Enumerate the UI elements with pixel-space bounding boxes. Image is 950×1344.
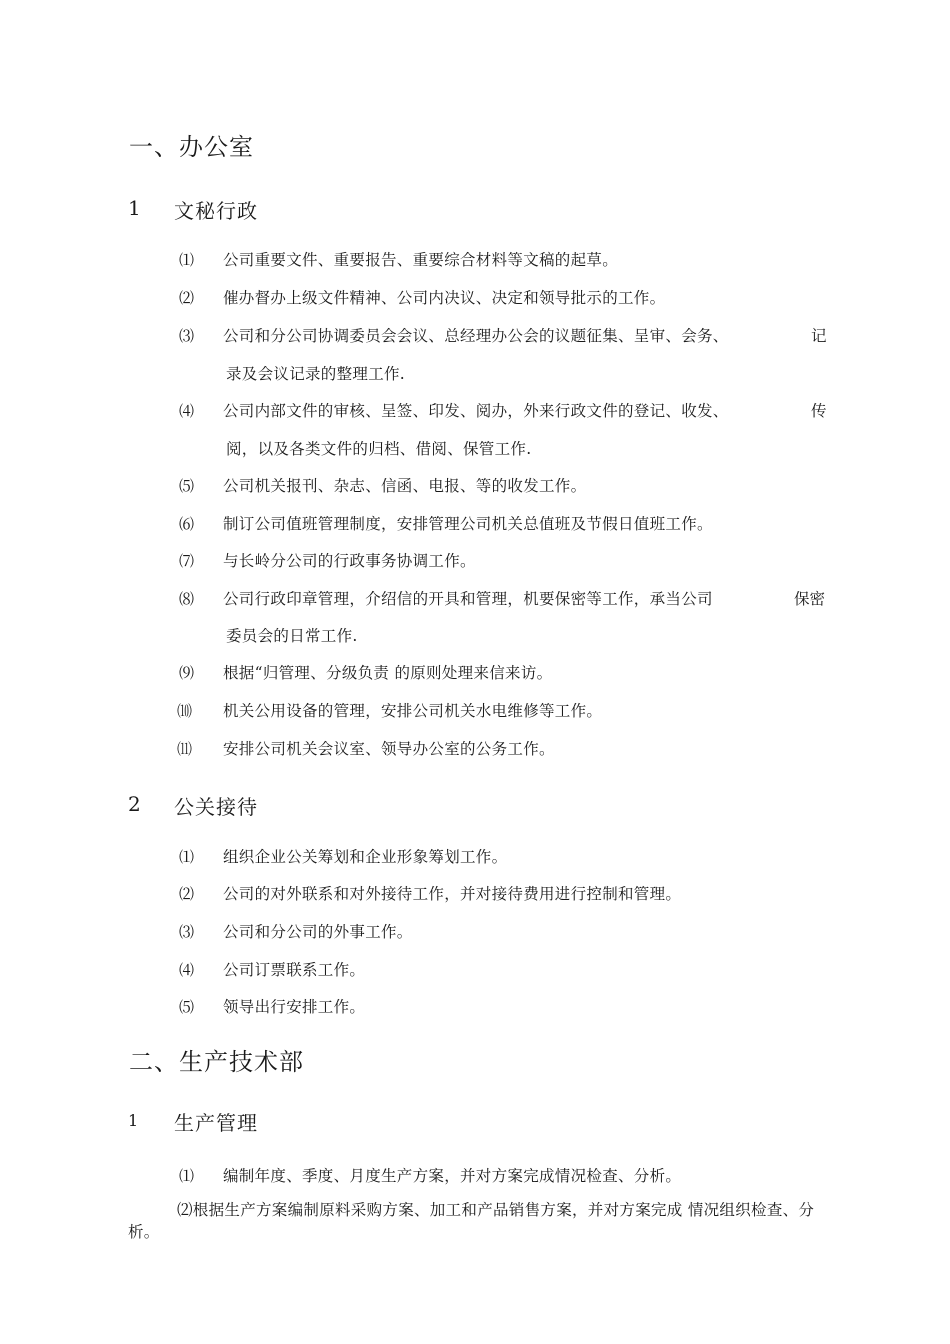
list-item-text-continuation: 委员会的日常工作.: [226, 627, 358, 645]
list-item-text: 组织企业公关筹划和企业形象筹划工作。: [223, 848, 508, 866]
list-item-text: 公司的对外联系和对外接待工作，并对接待费用进行控制和管理。: [223, 885, 682, 903]
list-item-text-tail: 保密: [794, 590, 826, 608]
list-item-number: ⑴: [179, 1167, 195, 1185]
list-item-text: 公司订票联系工作。: [223, 961, 366, 979]
list-item-text: 安排公司机关会议室、领导办公室的公务工作。: [223, 740, 555, 758]
subsection-number: 1: [128, 196, 141, 220]
list-item-text-continuation: 阅，以及各类文件的归档、借阅、保管工作.: [226, 440, 532, 458]
list-item-text: 公司重要文件、重要报告、重要综合材料等文稿的起草。: [223, 251, 619, 269]
list-item-text: 公司行政印章管理，介绍信的开具和管理，机要保密等工作，承当公司: [223, 590, 713, 608]
list-item-text-tail: 传: [811, 402, 827, 420]
list-item-number: ⑽: [177, 702, 193, 720]
list-item-number: ⑷: [179, 402, 195, 420]
subsection-title-secretarial: 文秘行政: [174, 199, 258, 223]
subsection-number: 1: [128, 1111, 139, 1130]
section-heading-production-tech: 二、生产技术部: [129, 1048, 304, 1076]
list-item-number: ⑻: [179, 590, 195, 608]
section-heading-office: 一、办公室: [129, 133, 254, 161]
subsection-title-production-management: 生产管理: [174, 1111, 258, 1135]
subsection-number: 2: [128, 792, 141, 816]
list-item-number: ⑵: [179, 289, 195, 307]
list-item-text: 制订公司值班管理制度，安排管理公司机关总值班及节假日值班工作。: [223, 515, 713, 533]
list-item-text: 公司内部文件的审核、呈签、印发、阅办，外来行政文件的登记、收发、: [223, 402, 729, 420]
list-item-text: 编制年度、季度、月度生产方案，并对方案完成情况检查、分析。: [223, 1167, 682, 1185]
paragraph-text: ⑵根据生产方案编制原料采购方案、加工和产品销售方案，并对方案完成 情况组织检查、分析。: [128, 1201, 815, 1241]
list-item-text: 公司和分公司协调委员会会议、总经理办公会的议题征集、呈审、会务、: [223, 327, 729, 345]
list-item-text: 与长岭分公司的行政事务协调工作。: [223, 552, 476, 570]
list-item-number: ⑵: [179, 885, 195, 903]
list-item-number: ⑶: [179, 923, 195, 941]
subsection-title-public-relations: 公关接待: [174, 795, 258, 819]
list-item-number: ⑾: [177, 740, 193, 758]
list-item-text: 公司和分公司的外事工作。: [223, 923, 413, 941]
list-item-text: 公司机关报刊、杂志、信函、电报、等的收发工作。: [223, 477, 587, 495]
list-item-text-continuation: 录及会议记录的整理工作.: [226, 365, 406, 383]
list-item-text: 根据“归管理、分级负责 的原则处理来信来访。: [223, 664, 553, 682]
list-item-number: ⑴: [179, 251, 195, 269]
list-item-number: ⑹: [179, 515, 195, 533]
list-item-text: 催办督办上级文件精神、公司内决议、决定和领导批示的工作。: [223, 289, 666, 307]
list-item-number: ⑸: [179, 998, 195, 1016]
list-item-number: ⑶: [179, 327, 195, 345]
list-item-number: ⑸: [179, 477, 195, 495]
list-item-text-tail: 记: [811, 327, 827, 345]
list-item-number: ⑺: [179, 552, 195, 570]
list-item-number: ⑴: [179, 848, 195, 866]
list-item-text: 机关公用设备的管理，安排公司机关水电维修等工作。: [223, 702, 603, 720]
list-item-number: ⑷: [179, 961, 195, 979]
list-item-text: 领导出行安排工作。: [223, 998, 366, 1016]
list-item-number: ⑼: [179, 664, 195, 682]
